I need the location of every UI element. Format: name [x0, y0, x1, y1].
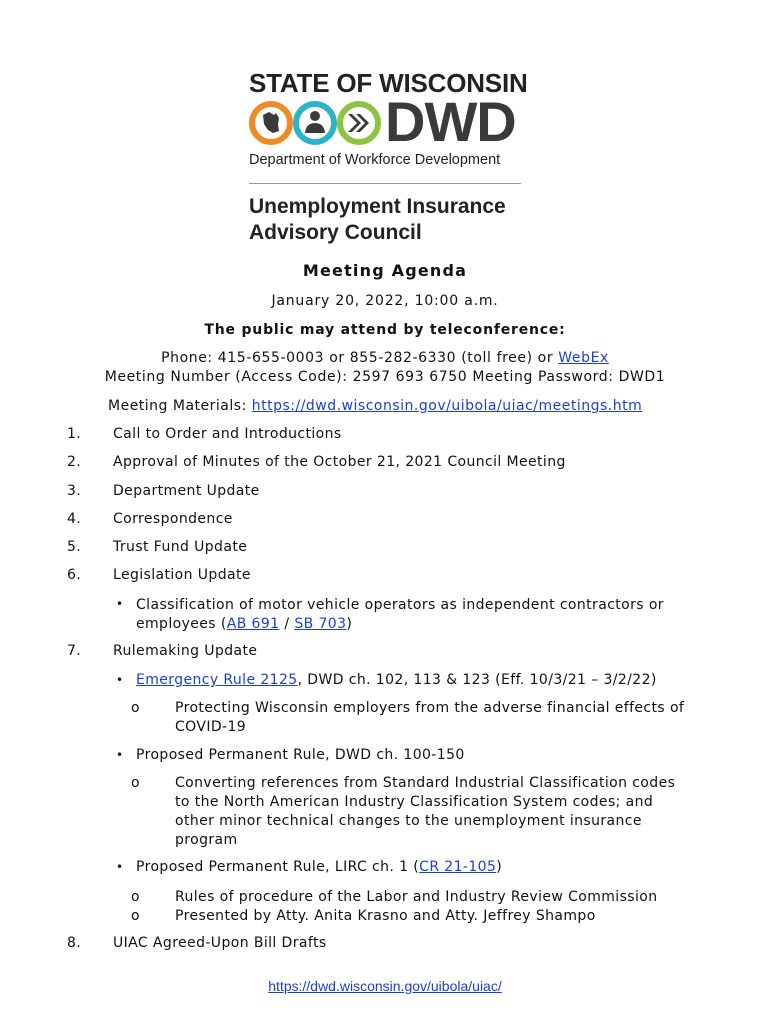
- link-separator: /: [279, 616, 295, 632]
- page-title: Meeting Agenda: [302, 261, 468, 280]
- agenda-item: Trust Fund Update: [113, 539, 248, 555]
- permanent-rule-subitem: Proposed Permanent Rule, DWD ch. 100-150: [136, 747, 465, 763]
- detail-line: program: [175, 832, 238, 848]
- legislation-suffix: ): [346, 616, 353, 632]
- header-divider: [249, 183, 521, 184]
- detail-line: other minor technical changes to the unemployment insurance: [175, 813, 642, 829]
- phone-line: [0, 350, 770, 366]
- detail-line: to the North American Industry Classification System codes; and: [175, 794, 654, 810]
- lirc-detail-2: Presented by Atty. Anita Krasno and Atty. Jeffrey Shampo: [175, 908, 596, 924]
- meeting-credentials: Meeting Number (Access Code): 2597 693 6750 Meeting Password: DWD1: [104, 369, 666, 385]
- agenda-item: Correspondence: [113, 511, 233, 527]
- legislation-line-2: [136, 615, 664, 634]
- council-line-2: Advisory Council: [249, 221, 422, 244]
- lirc-prefix: Proposed Permanent Rule, LIRC ch. 1 (: [136, 859, 420, 875]
- forward-arrows-icon: [340, 104, 378, 142]
- legislation-subitem: [136, 596, 664, 634]
- agenda-item: Approval of Minutes of the October 21, 2021 Council Meeting: [113, 454, 566, 470]
- council-line-1: Unemployment Insurance: [249, 195, 506, 218]
- detail-line: COVID-19: [175, 719, 247, 735]
- sub-bullet-icon: o: [131, 700, 140, 716]
- item-number: 1.: [67, 426, 82, 442]
- detail-line: Converting references from Standard Industrial Classification codes: [175, 775, 676, 791]
- public-notice: The public may attend by teleconference:: [204, 322, 566, 338]
- sub-bullet-icon: o: [131, 889, 140, 905]
- legislation-prefix: employees (: [136, 616, 227, 632]
- materials-label: Meeting Materials:: [108, 398, 252, 414]
- item-number: 6.: [67, 567, 82, 583]
- sub-bullet-icon: o: [131, 908, 140, 924]
- lirc-detail-1: Rules of procedure of the Labor and Industry Review Commission: [175, 889, 658, 905]
- agenda-item: UIAC Agreed-Upon Bill Drafts: [113, 935, 327, 951]
- wisconsin-map-icon: [252, 104, 290, 142]
- person-icon: [296, 104, 334, 142]
- bullet-icon: •: [116, 860, 124, 874]
- ab-691-link[interactable]: AB 691: [226, 616, 280, 632]
- bullet-icon: •: [116, 673, 124, 687]
- agenda-item: Call to Order and Introductions: [113, 426, 342, 442]
- dwd-logo-circles: [249, 95, 389, 151]
- legislation-line-1: Classification of motor vehicle operators as independent contractors or: [136, 597, 664, 613]
- agenda-item: Rulemaking Update: [113, 643, 258, 659]
- council-name: [249, 194, 506, 246]
- sub-bullet-icon: o: [131, 775, 140, 791]
- agenda-item: Department Update: [113, 483, 260, 499]
- lirc-suffix: ): [496, 859, 503, 875]
- emergency-rule-detail: [175, 699, 684, 737]
- dwd-logo-text: DWD: [385, 90, 516, 153]
- state-title: STATE OF WISCONSIN: [249, 68, 528, 98]
- emergency-rule-text: , DWD ch. 102, 113 & 123 (Eff. 10/3/21 – 3/2/22): [297, 672, 657, 688]
- item-number: 4.: [67, 511, 82, 527]
- item-number: 2.: [67, 454, 82, 470]
- agenda-item: Legislation Update: [113, 567, 251, 583]
- emergency-rule-subitem: [136, 671, 657, 690]
- bullet-icon: •: [116, 597, 124, 611]
- meeting-date: January 20, 2022, 10:00 a.m.: [271, 293, 499, 309]
- footer-link[interactable]: https://dwd.wisconsin.gov/uibola/uiac/: [268, 978, 502, 994]
- sb-703-link[interactable]: SB 703: [294, 616, 347, 632]
- lirc-rule-subitem: [136, 858, 502, 877]
- detail-line: Protecting Wisconsin employers from the adverse financial effects of: [175, 700, 685, 716]
- item-number: 7.: [67, 643, 82, 659]
- cr-21-105-link[interactable]: CR 21-105: [419, 859, 497, 875]
- footer: [0, 978, 770, 994]
- materials-link[interactable]: https://dwd.wisconsin.gov/uibola/uiac/meetings.htm: [251, 398, 643, 414]
- item-number: 8.: [67, 935, 82, 951]
- bullet-icon: •: [116, 748, 124, 762]
- permanent-rule-detail: [175, 774, 675, 850]
- item-number: 3.: [67, 483, 82, 499]
- emergency-rule-link[interactable]: Emergency Rule 2125: [136, 672, 298, 688]
- webex-link[interactable]: WebEx: [558, 350, 609, 366]
- item-number: 5.: [67, 539, 82, 555]
- phone-text: Phone: 415-655-0003 or 855-282-6330 (toll free) or: [161, 350, 559, 366]
- materials-line: [108, 398, 642, 414]
- department-name: Department of Workforce Development: [249, 152, 501, 168]
